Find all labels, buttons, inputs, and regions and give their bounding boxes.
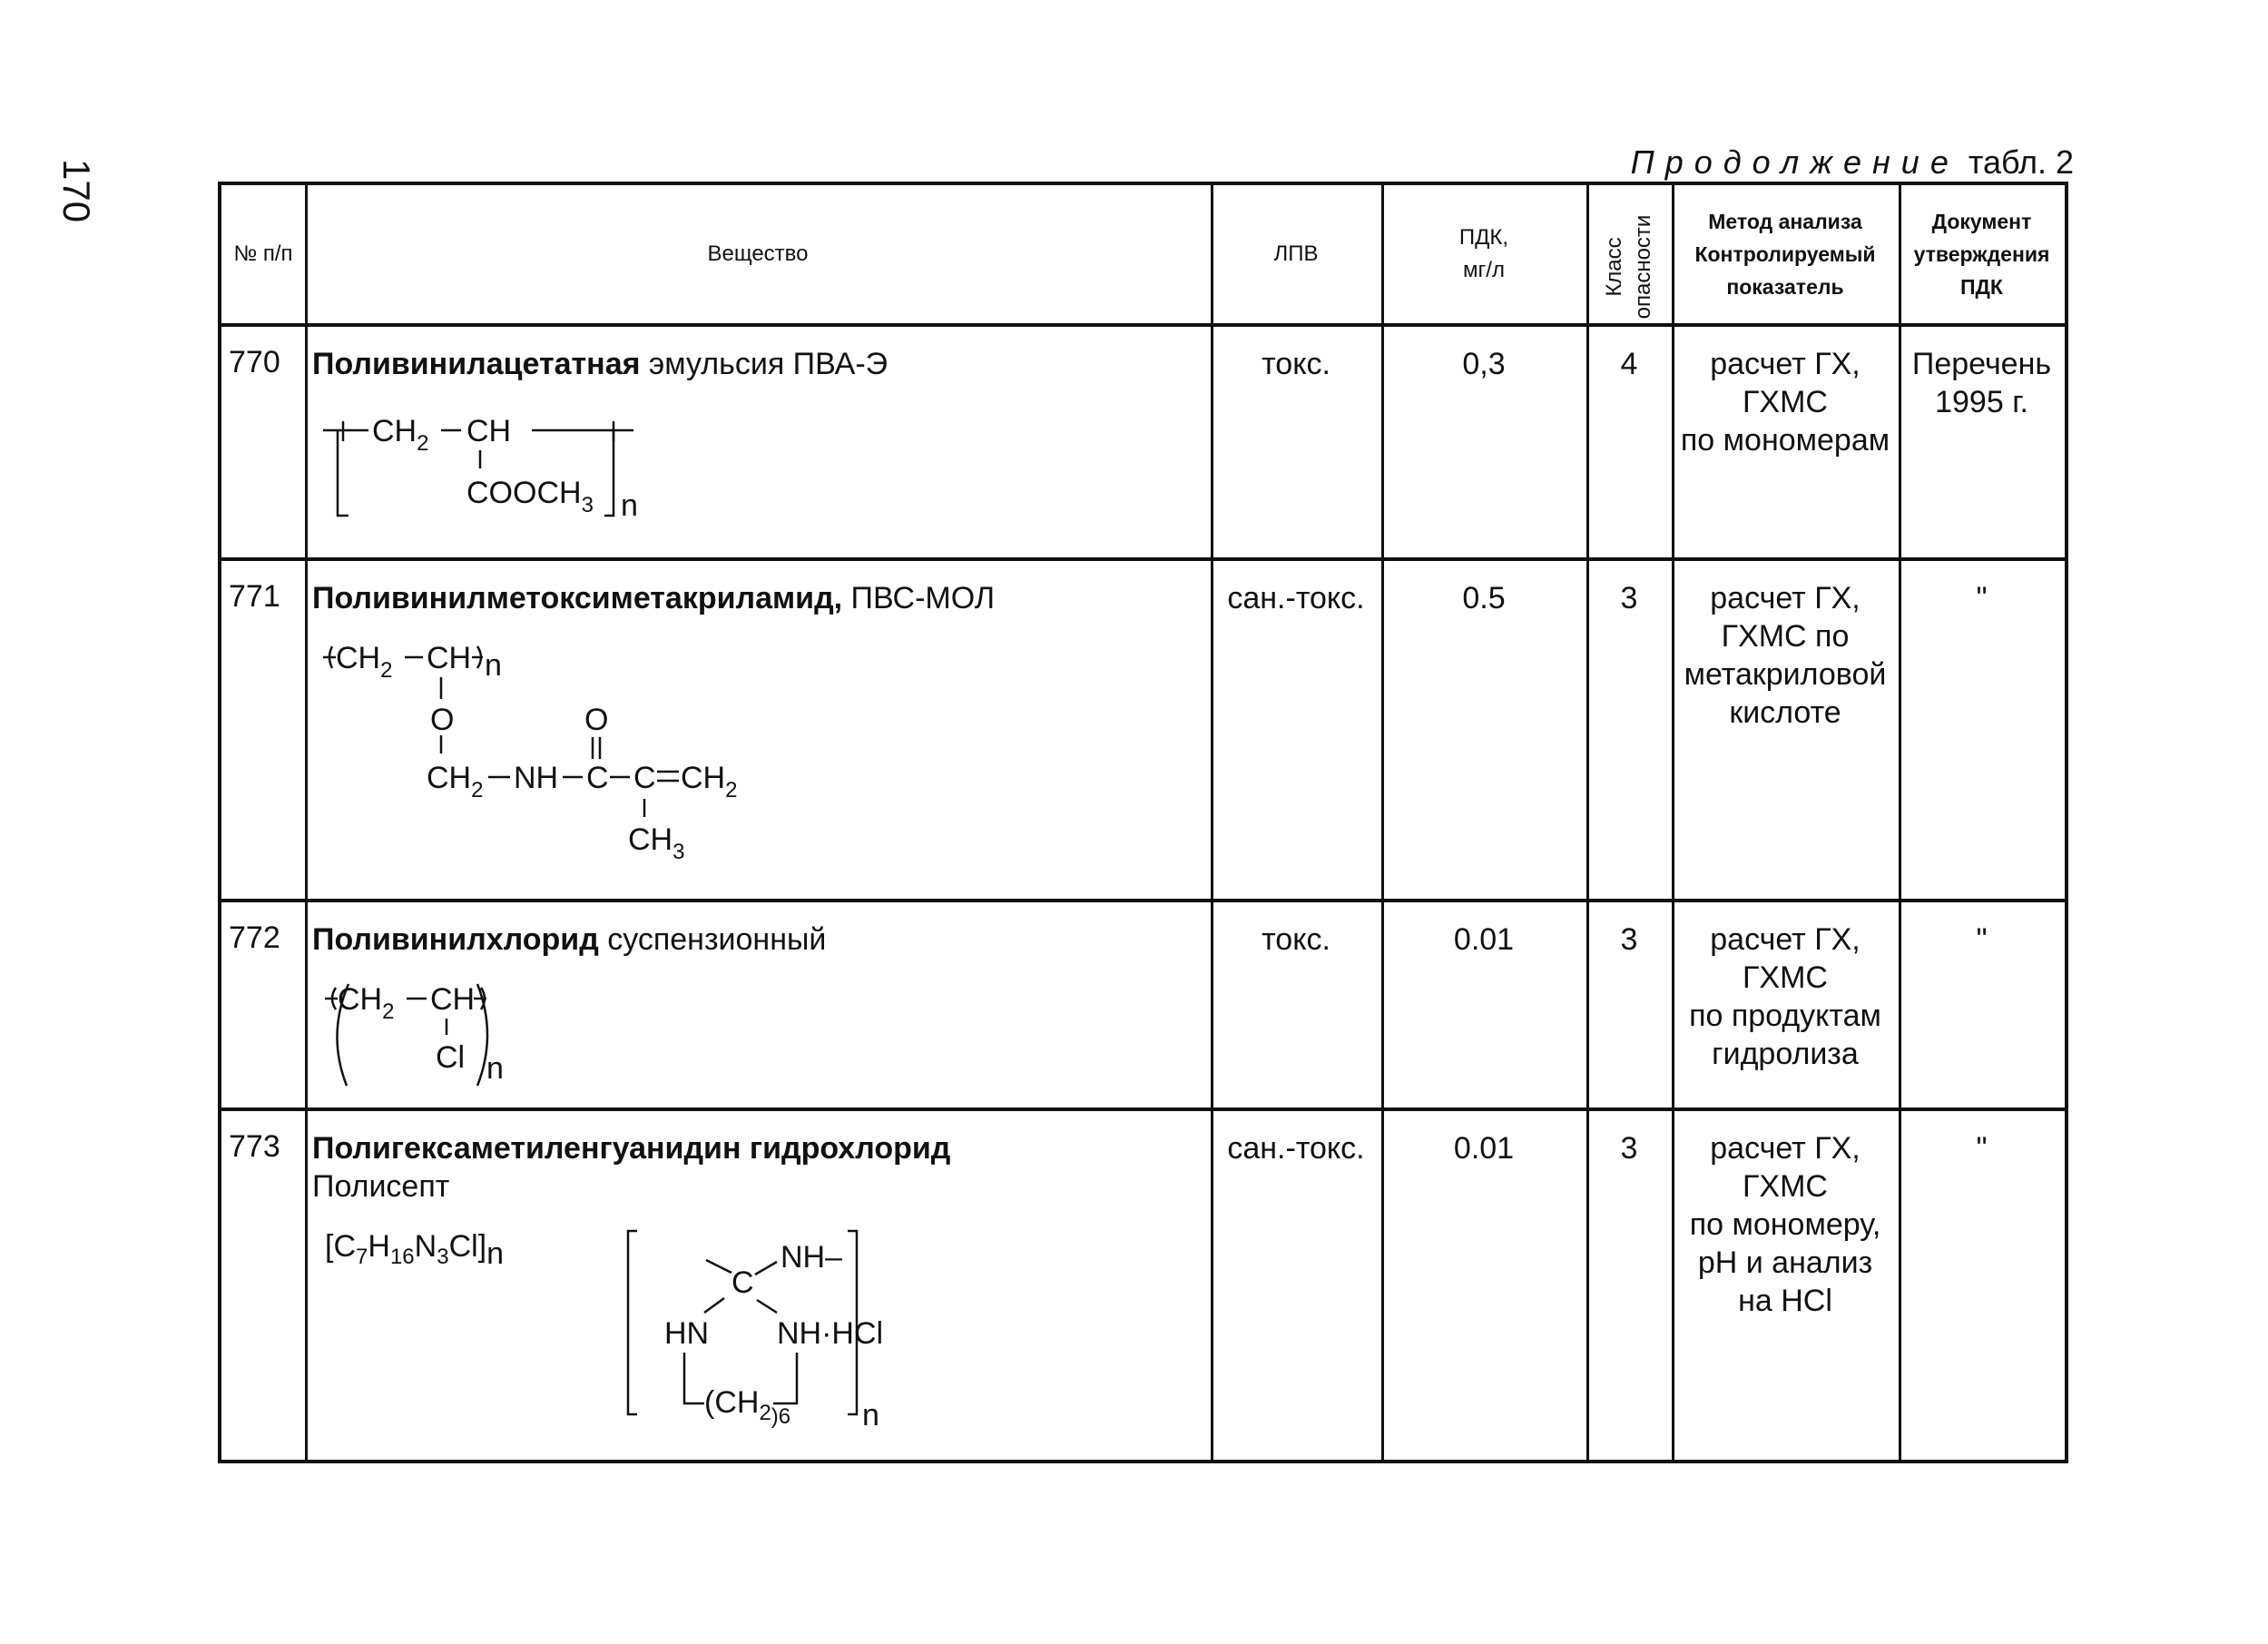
atom-ch: CH [430, 982, 476, 1017]
atom-ch2: $CH_2$ [338, 982, 395, 1024]
ditto-mark: " [1976, 581, 1988, 615]
method-line: расчет ГХ, [1710, 581, 1861, 615]
method-line: ГХМС [1743, 960, 1828, 995]
method-line: гидролиза [1712, 1037, 1859, 1071]
subscript-n: n [486, 1051, 504, 1086]
atom-ch: CH [427, 641, 472, 675]
header-pdk-line2: мг/л [1463, 258, 1505, 282]
header-pdk-line1: ПДК, [1458, 225, 1509, 250]
row-773-pdk: 0.01 [1453, 1131, 1515, 1166]
document-line: Перечень [1911, 347, 2052, 381]
row-771-num: 771 [229, 579, 280, 614]
document-line: 1995 г. [1935, 385, 2028, 419]
row-772-hazard-class: 3 [1620, 922, 1638, 957]
ditto-mark: " [1976, 922, 1988, 957]
atom-nh-top: NH– [781, 1240, 843, 1275]
method-line: ГХМС [1743, 385, 1828, 419]
row-772-structural-formula [305, 899, 1211, 1107]
header-num: № п/п [233, 241, 293, 266]
method-line: на HCl [1738, 1284, 1832, 1318]
row-772-name-rest: суспензионный [598, 922, 827, 957]
atom-o: O [430, 703, 455, 737]
row-772-method [1672, 899, 1899, 1073]
subscript-n: n [862, 1398, 879, 1432]
header-method [1672, 185, 1899, 323]
method-line: расчет ГХ, [1710, 347, 1861, 381]
row-773-hazard-class: 3 [1620, 1131, 1638, 1166]
row-770-lpv: токс. [1262, 347, 1330, 381]
method-line: ГХМС по [1721, 619, 1850, 654]
row-770-num: 770 [229, 345, 280, 379]
header-doc-line3: ПДК [1960, 275, 2003, 299]
table-caption [1631, 143, 2074, 182]
row-773-name-line2: Полисепт [312, 1169, 450, 1204]
bond-line [684, 1353, 704, 1403]
atom-o-carbonyl: O [584, 703, 609, 737]
header-substance: Вещество [707, 241, 809, 266]
row-773-document [1899, 1107, 2065, 1167]
header-method-line1: Метод анализа [1708, 210, 1862, 233]
bond-line [755, 1262, 777, 1275]
atom-nh: NH [514, 761, 559, 795]
bracket-left [628, 1231, 637, 1414]
atom-ch2-chain: $(CH_2)6$ [704, 1385, 791, 1429]
atom-ch2-c: $CH_2$ [681, 761, 738, 802]
method-line: ГХМС [1743, 1169, 1828, 1204]
row-772-pdk: 0.01 [1453, 922, 1515, 957]
bond-line [706, 1260, 731, 1273]
bond-line [704, 1298, 724, 1313]
atom-nh-hcl: NH·HCl [777, 1316, 884, 1351]
row-772-lpv: токс. [1262, 922, 1330, 957]
row-772-document [1899, 899, 2065, 959]
row-771-hazard-class: 3 [1620, 581, 1638, 615]
caption-continuation: Продолжение [1630, 143, 1959, 181]
row-771-name-rest: ПВС-МОЛ [842, 581, 996, 615]
row-770-hazard-class: 4 [1620, 347, 1638, 381]
method-line: расчет ГХ, [1710, 922, 1861, 957]
atom-c: C [586, 761, 609, 795]
row-773-structural-formula [305, 1107, 1211, 1467]
atom-hn: HN [664, 1316, 710, 1351]
atom-ch: CH [466, 414, 512, 448]
row-773-method [1672, 1107, 1899, 1320]
page-number: 170 [55, 159, 98, 223]
method-line: метакриловой [1684, 657, 1887, 692]
atom-ch2: $CH_2$ [372, 414, 429, 456]
header-class-line2: опасности [1631, 214, 1655, 320]
header-document [1899, 185, 2065, 323]
bond-line [773, 1353, 797, 1403]
row-770-name-rest: эмульсия ПВА-Э [640, 347, 889, 381]
bracket-left [338, 430, 349, 516]
row-771-method [1672, 557, 1899, 732]
atom-ester: $COOCH_3$ [466, 476, 594, 517]
row-773-num: 773 [229, 1129, 280, 1164]
caption-table-ref: табл. 2 [1968, 143, 2074, 181]
subscript-n: n [621, 488, 638, 523]
method-line: по продуктам [1689, 999, 1881, 1033]
atom-ch2-b: $CH_2$ [427, 761, 484, 802]
row-771-structural-formula [305, 557, 1211, 899]
atom-cl: Cl [436, 1040, 466, 1075]
row-770-structural-formula [305, 323, 1211, 557]
atom-ch2: $CH_2$ [336, 641, 393, 683]
bond-line [757, 1300, 777, 1313]
header-doc-line1: Документ [1931, 210, 2032, 233]
row-771-pdk: 0.5 [1462, 581, 1506, 615]
method-line: по мономерам [1680, 423, 1890, 458]
header-doc-line2: утверждения [1913, 242, 2050, 266]
row-771-name-bold: Поливинилметоксиметакриламид, [312, 581, 843, 615]
row-773-lpv: сан.-токс. [1227, 1131, 1365, 1166]
method-line: расчет ГХ, [1710, 1131, 1861, 1166]
atom-ch3: $CH_3$ [628, 822, 685, 864]
row-773-name-bold: Полигексаметиленгуанидин гидрохлорид [312, 1131, 951, 1166]
row-772-name-bold: Поливинилхлорид [312, 922, 599, 957]
ditto-mark: " [1976, 1131, 1988, 1166]
row-770-method [1672, 323, 1899, 459]
header-hazard-class-text [1600, 197, 1658, 337]
subscript-n: n [485, 648, 502, 683]
row-772-num: 772 [229, 920, 280, 955]
header-method-line3: показатель [1726, 275, 1844, 299]
row-771-lpv: сан.-токс. [1227, 581, 1365, 615]
row-770-name-bold: Поливинилацетатная [312, 347, 641, 381]
header-lpv: ЛПВ [1273, 241, 1319, 266]
method-line: кислоте [1729, 695, 1841, 730]
row-770-document [1899, 323, 2065, 421]
header-pdk [1381, 185, 1586, 323]
header-method-line2: Контролируемый [1694, 242, 1876, 266]
method-line: pH и анализ [1697, 1245, 1873, 1280]
header-class-line1: Класс [1602, 237, 1626, 297]
formula-empirical: $[C_7H_{16}N_3Cl]n$ [325, 1229, 505, 1271]
row-771-document [1899, 557, 2065, 617]
bracket-right [604, 430, 614, 516]
row-770-pdk: 0,3 [1462, 347, 1506, 381]
atom-c: C [731, 1265, 754, 1300]
atom-c2: C [633, 761, 656, 795]
method-line: по мономеру, [1689, 1207, 1881, 1242]
header-hazard-class [1586, 185, 1672, 323]
data-table [218, 182, 2068, 1463]
